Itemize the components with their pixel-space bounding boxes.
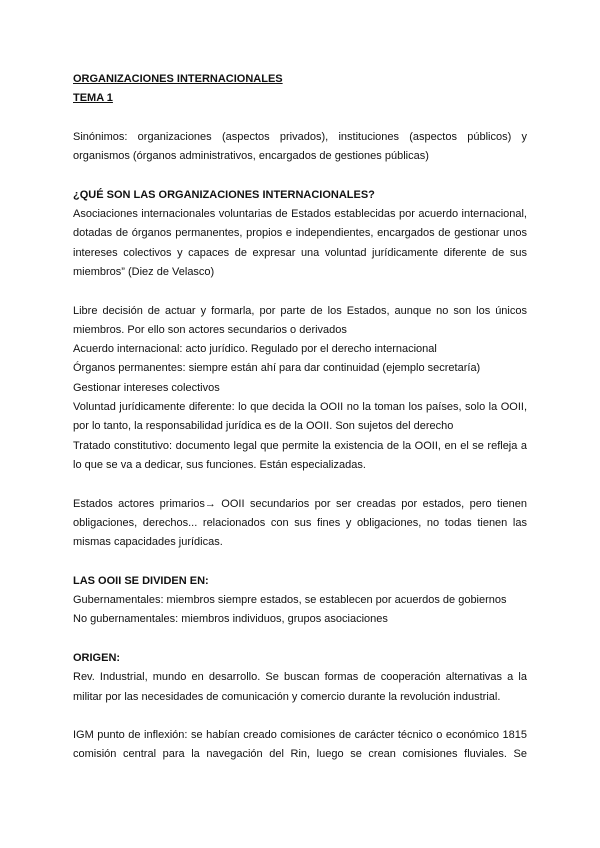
spacer bbox=[73, 707, 527, 726]
feature-line: Gestionar intereses colectivos bbox=[73, 381, 220, 394]
feature-line: Órganos permanentes: siempre están ahí para dar continuidad (ejemplo secretaría) bbox=[73, 362, 481, 375]
document-subtitle: TEMA 1 bbox=[73, 92, 113, 105]
spacer bbox=[73, 630, 527, 649]
origin-paragraph-1: Rev. Industrial, mundo en desarrollo. Se buscan formas de cooperación alternativas a la militar por las necesidades de comunicación y comercio durante la revolución industrial. bbox=[73, 671, 527, 703]
section-heading-que-son: ¿QUÉ SON LAS ORGANIZACIONES INTERNACIONALES? bbox=[73, 188, 375, 201]
division-item: No gubernamentales: miembros individuos, grupos asociaciones bbox=[73, 613, 388, 626]
definition-paragraph: Asociaciones internacionales voluntarias de Estados establecidas por acuerdo internacional, dotadas de órganos permanentes, propios e independientes, encargados de gestionar unos intereses colectivos y capaces de expresar una voluntad jurídicamente diferente de sus miembros” (Diez de Velasco) bbox=[73, 208, 527, 278]
synonyms-paragraph: Sinónimos: organizaciones (aspectos privados), instituciones (aspectos públicos) y organismos (órganos administrativos, encargados de gestiones públicas) bbox=[73, 130, 527, 163]
spacer bbox=[73, 166, 527, 185]
spacer bbox=[73, 552, 527, 571]
document-page bbox=[73, 70, 527, 765]
feature-line: Tratado constitutivo: documento legal que permite la existencia de la OOII, en el se refleja a lo que se va a dedicar, sus funciones. Están especializadas. bbox=[73, 439, 527, 471]
feature-line: Acuerdo internacional: acto jurídico. Regulado por el derecho internacional bbox=[73, 343, 437, 356]
origin-paragraph-2: IGM punto de inflexión: se habían creado comisiones de carácter técnico o económico 1815 comisión central para la navegación del Rin, luego se crean comisiones fluviales. Se bbox=[73, 729, 527, 761]
section-heading-origen: ORIGEN: bbox=[73, 651, 121, 664]
feature-line: Libre decisión de actuar y formarla, por parte de los Estados, aunque no son los únicos miembros. Por ello son actores secundarios o derivados bbox=[73, 304, 527, 336]
spacer bbox=[73, 109, 527, 128]
spacer bbox=[73, 475, 527, 494]
division-item: Gubernamentales: miembros siempre estados, se establecen por acuerdos de gobiernos bbox=[73, 594, 507, 607]
actors-paragraph: Estados actores primarios→ OOII secundarios por ser creadas por estados, pero tienen obligaciones, derechos... relacionados con sus fines y obligaciones, no todas tienen las mismas capacidades jurídicas. bbox=[73, 497, 527, 549]
document-title: ORGANIZACIONES INTERNACIONALES bbox=[73, 73, 283, 85]
feature-line: Voluntad jurídicamente diferente: lo que decida la OOII no la toman los países, solo la OOII, por lo tanto, la responsabilidad jurídica es de la OOII. Son sujetos del derecho bbox=[73, 401, 527, 433]
section-heading-divisiones: LAS OOII SE DIVIDEN EN: bbox=[73, 574, 209, 587]
spacer bbox=[73, 282, 527, 301]
